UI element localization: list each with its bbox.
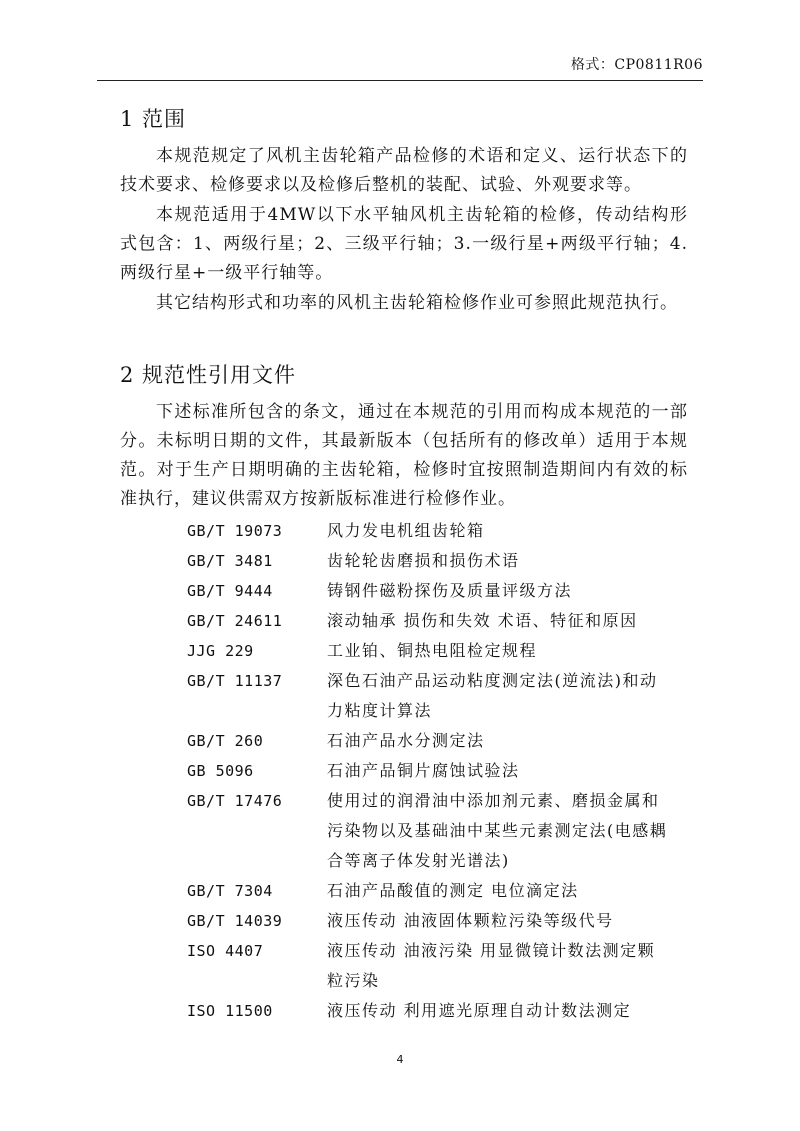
reference-code: GB/T 19073	[187, 522, 283, 540]
reference-title: 风力发电机组齿轮箱	[327, 521, 485, 540]
reference-item	[187, 936, 707, 996]
reference-item	[187, 666, 707, 726]
reference-title: 液压传动 油液污染 用显微镜计数法测定颗粒污染	[327, 941, 656, 990]
reference-title: 石油产品水分测定法	[327, 731, 485, 750]
reference-code: GB/T 260	[187, 732, 264, 750]
reference-item	[187, 606, 707, 636]
scope-paragraph-2: 本规范适用于4MW以下水平轴风机主齿轮箱的检修，传动结构形式包含：1、两级行星；2、三级平行轴；3.一级行星+两级平行轴；4.两级行星+一级平行轴等。	[120, 205, 688, 283]
reference-title: 工业铂、铜热电阻检定规程	[327, 641, 538, 660]
scope-paragraph-1: 本规范规定了风机主齿轮箱产品检修的术语和定义、运行状态下的技术要求、检修要求以及检修后整机的装配、试验、外观要求等。	[120, 146, 688, 195]
reference-item	[187, 636, 707, 666]
reference-title: 使用过的润滑油中添加剂元素、磨损金属和污染物以及基础油中某些元素测定法(电感耦合等离子体发射光谱法)	[327, 791, 668, 870]
reference-code: GB/T 11137	[187, 672, 283, 690]
section-2-title: 2 规范性引用文件	[120, 363, 297, 387]
references-intro-paragraph: 下述标准所包含的条文，通过在本规范的引用而构成本规范的一部分。未标明日期的文件，其最新版本（包括所有的修改单）适用于本规范。对于生产日期明确的主齿轮箱，检修时宜按照制造期间内有效的标准执行，建议供需双方按新版标准进行检修作业。	[120, 402, 688, 509]
reference-title: 铸钢件磁粉探伤及质量评级方法	[327, 581, 573, 600]
reference-code: ISO 11500	[187, 1002, 273, 1020]
reference-code: GB/T 17476	[187, 792, 283, 810]
page-number: 4	[396, 1053, 404, 1066]
reference-item	[187, 756, 707, 786]
reference-item	[187, 576, 707, 606]
reference-title: 滚动轴承 损伤和失效 术语、特征和原因	[327, 611, 638, 630]
reference-code: GB 5096	[187, 762, 254, 780]
reference-code: GB/T 3481	[187, 552, 273, 570]
reference-item	[187, 996, 707, 1026]
reference-code: GB/T 7304	[187, 882, 273, 900]
reference-item	[187, 876, 707, 906]
reference-code: ISO 4407	[187, 942, 264, 960]
reference-title: 齿轮轮齿磨损和损伤术语	[327, 551, 520, 570]
reference-code: JJG 229	[187, 642, 254, 660]
normative-reference-list	[187, 516, 707, 1026]
reference-code: GB/T 9444	[187, 582, 273, 600]
reference-code: GB/T 24611	[187, 612, 283, 630]
reference-item	[187, 786, 707, 876]
scope-paragraph-3: 其它结构形式和功率的风机主齿轮箱检修作业可参照此规范执行。	[156, 293, 678, 313]
reference-title: 液压传动 利用遮光原理自动计数法测定	[327, 1001, 632, 1020]
reference-item	[187, 516, 707, 546]
reference-item	[187, 546, 707, 576]
reference-title: 石油产品铜片腐蚀试验法	[327, 761, 520, 780]
section-1-title: 1 范围	[120, 107, 187, 131]
reference-title: 液压传动 油液固体颗粒污染等级代号	[327, 911, 614, 930]
header-divider	[97, 80, 703, 81]
reference-item	[187, 726, 707, 756]
reference-title: 深色石油产品运动粘度测定法(逆流法)和动力粘度计算法	[327, 671, 658, 720]
reference-title: 石油产品酸值的测定 电位滴定法	[327, 881, 579, 900]
document-format-code: 格式：CP0811R06	[570, 57, 703, 73]
reference-code: GB/T 14039	[187, 912, 283, 930]
reference-item	[187, 906, 707, 936]
